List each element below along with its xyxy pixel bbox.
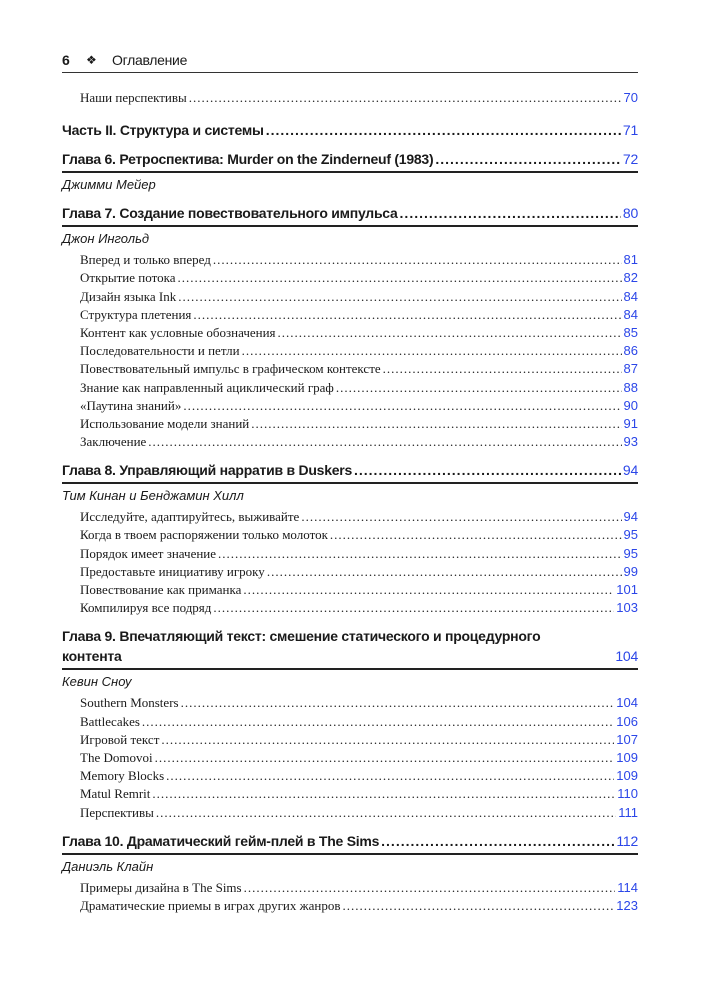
entry-title: Драматические приемы в играх других жанров (80, 897, 341, 913)
entry-title: Memory Blocks (80, 768, 165, 784)
chapter-title: Глава 10. Драматический гейм-плей в The Sims (62, 832, 380, 849)
dot-leader (218, 545, 621, 563)
chapter-block (62, 831, 638, 915)
chapter-page-link[interactable]: 104 (615, 648, 638, 665)
entry-page-link[interactable]: 94 (623, 509, 638, 525)
entry-page-link[interactable]: 91 (623, 415, 638, 431)
entry-title: Дизайн языка Ink (80, 288, 177, 304)
chapter-title: Глава 7. Создание повествовательного импульса (62, 205, 398, 222)
entry-page-link[interactable]: 70 (623, 90, 638, 105)
dot-leader (156, 804, 616, 822)
entry-page-link[interactable]: 110 (617, 786, 638, 802)
dot-leader (213, 599, 614, 617)
toc-entry[interactable] (62, 879, 638, 897)
entry-title: Использование модели знаний (80, 415, 250, 431)
toc-entry[interactable] (62, 731, 638, 749)
dot-leader (278, 324, 622, 342)
chapter-author: Кевин Сноу (62, 674, 132, 690)
chapter-block (62, 626, 638, 821)
chapter-page-link[interactable]: 72 (622, 151, 638, 168)
entry-title: Последовательности и петли (80, 343, 240, 359)
running-head-title: Оглавление (112, 52, 188, 68)
dot-leader (142, 713, 614, 731)
chapter-author: Тим Кинан и Бенджамин Хилл (62, 488, 244, 504)
entry-title: Контент как условные обозначения (80, 324, 276, 340)
toc-entry[interactable] (62, 89, 638, 107)
dot-leader (166, 767, 614, 785)
entry-page-link[interactable]: 95 (623, 527, 638, 543)
entry-title: Matul Remrit (80, 786, 151, 802)
toc-entry[interactable] (62, 306, 638, 324)
chapter-title: Глава 8. Управляющий нарратив в Duskers (62, 462, 352, 479)
dot-leader (243, 581, 614, 599)
dot-leader (381, 831, 614, 851)
entry-title: Исследуйте, адаптируйтесь, выживайте (80, 509, 300, 525)
running-head (62, 48, 638, 73)
dot-leader (181, 694, 615, 712)
entry-page-link[interactable]: 90 (623, 397, 638, 413)
toc-entry[interactable] (62, 508, 638, 526)
part-title: Часть II. Структура и системы (62, 122, 264, 139)
chapter-heading[interactable] (62, 626, 638, 670)
dot-leader (161, 731, 614, 749)
entry-title: Структура плетения (80, 306, 192, 322)
chapter-author: Даниэль Клайн (62, 858, 154, 874)
toc-entry[interactable] (62, 379, 638, 397)
toc-entry[interactable] (62, 804, 638, 822)
entry-page-link[interactable]: 88 (623, 379, 638, 395)
entry-title: Battlecakes (80, 713, 140, 729)
chapter-page-link[interactable]: 80 (622, 205, 638, 222)
entry-page-link[interactable]: 93 (623, 434, 638, 450)
chapter-author: Джимми Мейер (62, 177, 156, 193)
toc-page (62, 48, 638, 915)
chapter-block (62, 203, 638, 451)
dot-leader (177, 269, 621, 287)
entry-page-link[interactable]: 84 (623, 288, 638, 304)
dot-leader (336, 379, 622, 397)
dot-leader (251, 415, 621, 433)
dot-leader (178, 288, 621, 306)
dot-leader (342, 897, 614, 915)
entry-page-link[interactable]: 114 (617, 879, 638, 895)
dot-leader (383, 360, 622, 378)
toc-entry[interactable] (62, 360, 638, 378)
entry-page-link[interactable]: 103 (616, 600, 638, 616)
entry-page-link[interactable]: 106 (616, 713, 638, 729)
entry-page-link[interactable]: 99 (623, 563, 638, 579)
chapter-page-link[interactable]: 94 (622, 462, 638, 479)
toc-entry[interactable] (62, 545, 638, 563)
chapter-heading[interactable] (62, 149, 638, 173)
entry-page-link[interactable]: 101 (616, 582, 638, 597)
dot-leader (193, 306, 621, 324)
toc-entry[interactable] (62, 324, 638, 342)
chapter-heading[interactable] (62, 203, 638, 227)
chapter-block (62, 149, 638, 194)
chapter-heading[interactable] (62, 460, 638, 484)
dot-leader (301, 508, 621, 526)
dot-leader (400, 203, 621, 223)
entry-title: Повествовательный импульс в графическом контексте (80, 361, 381, 377)
entry-page-link[interactable]: 109 (616, 749, 638, 765)
entry-page-link[interactable]: 104 (616, 695, 638, 711)
entry-page-link[interactable]: 111 (618, 804, 638, 820)
toc-part[interactable] (62, 120, 638, 140)
entry-title: Открытие потока (80, 270, 176, 286)
dot-leader (266, 120, 621, 140)
entry-title: Примеры дизайна в The Sims (80, 879, 242, 895)
page-number: 6 (62, 52, 70, 68)
chapter-list (62, 149, 638, 915)
toc-entry[interactable] (62, 342, 638, 360)
dot-leader (189, 89, 622, 107)
entry-page-link[interactable]: 81 (623, 252, 638, 268)
entry-title: Вперед и только вперед (80, 252, 211, 268)
toc-entry[interactable] (62, 581, 638, 599)
entry-page-link[interactable]: 85 (623, 324, 638, 340)
dot-leader (213, 251, 622, 269)
entry-title: Наши перспективы (80, 90, 187, 105)
entry-page-link[interactable]: 95 (623, 545, 638, 561)
entry-title: Предоставьте инициативу игроку (80, 563, 265, 579)
toc-entry[interactable] (62, 269, 638, 287)
toc-entry[interactable] (62, 433, 638, 451)
chapter-block (62, 460, 638, 617)
entry-page-link[interactable]: 87 (623, 361, 638, 377)
dot-leader (148, 433, 621, 451)
chapter-title-continued-row (62, 646, 638, 666)
toc-entry[interactable] (62, 785, 638, 803)
toc-entry[interactable] (62, 749, 638, 767)
entry-page-link[interactable]: 123 (616, 897, 638, 913)
toc-entry[interactable] (62, 563, 638, 581)
section-list (62, 876, 638, 915)
dot-leader (354, 460, 621, 480)
chapter-heading[interactable] (62, 831, 638, 855)
toc-entry[interactable] (62, 897, 638, 915)
chapter-author: Джон Ингольд (62, 231, 150, 247)
section-list (62, 691, 638, 821)
dot-leader (244, 879, 616, 897)
chapter-title: Глава 6. Ретроспектива: Murder on the Zinderneuf (1983) (62, 151, 434, 168)
part-page-link[interactable]: 71 (622, 122, 638, 139)
toc-entry[interactable] (62, 599, 638, 617)
toc-entry[interactable] (62, 397, 638, 415)
entry-page-link[interactable]: 109 (616, 768, 638, 784)
entry-title: The Domovoi (80, 749, 153, 765)
toc-entry[interactable] (62, 288, 638, 306)
chapter-title-continued: контента (62, 648, 122, 665)
entry-title: Знание как направленный ациклический граф (80, 379, 334, 395)
section-list (62, 505, 638, 617)
chapter-page-link[interactable]: 112 (616, 832, 638, 849)
entry-page-link[interactable]: 86 (623, 343, 638, 359)
dot-leader (155, 749, 615, 767)
toc-entry[interactable] (62, 767, 638, 785)
ornament-icon: ❖ (86, 53, 97, 67)
toc-entry[interactable] (62, 694, 638, 712)
entry-page-link[interactable]: 107 (616, 731, 638, 747)
entry-title: Повествование как приманка (80, 582, 242, 597)
entry-page-link[interactable]: 82 (623, 270, 638, 286)
entry-title: Порядок имеет значение (80, 545, 217, 561)
entry-title: Когда в твоем распоряжении только молоток (80, 527, 328, 543)
dot-leader (183, 397, 621, 415)
toc-entry[interactable] (62, 251, 638, 269)
section-list (62, 248, 638, 451)
dot-leader (435, 149, 621, 169)
dot-leader (267, 563, 622, 581)
entry-page-link[interactable]: 84 (623, 306, 638, 322)
dot-leader (152, 785, 615, 803)
toc-entry[interactable] (62, 526, 638, 544)
chapter-title: Глава 9. Впечатляющий текст: смешение статического и процедурного (62, 628, 541, 645)
dot-leader (242, 342, 622, 360)
toc-entry[interactable] (62, 415, 638, 433)
entry-title: Компилируя все подряд (80, 600, 212, 616)
entry-title: Southern Monsters (80, 695, 179, 711)
entry-title: Игровой текст (80, 731, 160, 747)
entry-title: Перспективы (80, 804, 154, 820)
dot-leader (330, 526, 622, 544)
entry-title: «Паутина знаний» (80, 397, 182, 413)
toc-entry[interactable] (62, 713, 638, 731)
entry-title: Заключение (80, 434, 147, 450)
